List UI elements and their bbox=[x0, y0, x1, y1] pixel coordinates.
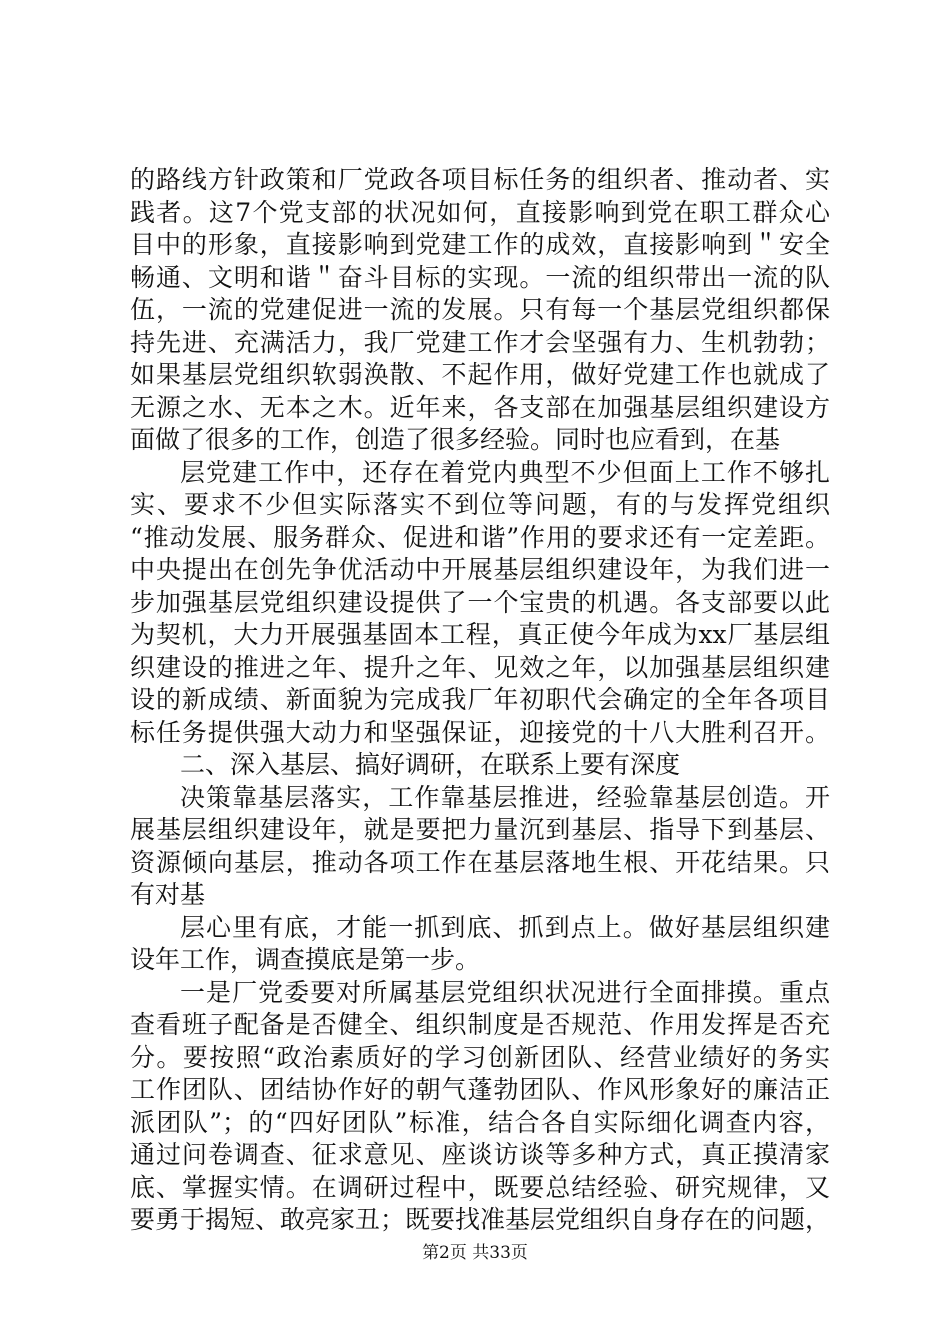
text-line: 通过问卷调查、征求意见、座谈访谈等多种方式，真正摸清家 bbox=[130, 1140, 830, 1169]
text-line: 派团队”；的“四好团队”标准，结合各自实际细化调查内容， bbox=[130, 1107, 830, 1137]
text-line: 有对基 bbox=[130, 880, 206, 909]
text-line: 分。要按照“政治素质好的学习创新团队、经营业绩好的务实 bbox=[130, 1042, 830, 1072]
text-line: “推动发展、服务群众、促进和谐”作用的要求还有一定差距。 bbox=[130, 522, 830, 552]
text-line: 标任务提供强大动力和坚强保证，迎接党的十八大胜利召开。 bbox=[130, 717, 830, 747]
text-line: 面做了很多的工作，创造了很多经验。同时也应看到，在基 bbox=[130, 425, 781, 454]
text-line: 实、要求不少但实际落实不到位等问题，有的与发挥党组织 bbox=[130, 490, 830, 519]
text-line: 的路线方针政策和厂党政各项目标任务的组织者、推动者、实 bbox=[130, 165, 830, 194]
page-footer: 第2页 共33页 bbox=[422, 1243, 528, 1263]
text-line: 织建设的推进之年、提升之年、见效之年，以加强基层组织建 bbox=[130, 652, 830, 682]
text-line: 要勇于揭短、敢亮家丑；既要找准基层党组织自身存在的问题， bbox=[130, 1205, 831, 1234]
text-line: 层党建工作中，还存在着党内典型不少但面上工作不够扎 bbox=[180, 457, 830, 487]
text-line: 底、掌握实情。在调研过程中，既要总结经验、研究规律，又 bbox=[130, 1172, 830, 1202]
text-line: 层心里有底，才能一抓到底、抓到点上。做好基层组织建 bbox=[180, 912, 830, 942]
text-line: 为契机，大力开展强基固本工程，真正使今年成为xx厂基层组 bbox=[130, 620, 830, 649]
text-line: 资源倾向基层，推动各项工作在基层落地生根、开花结果。只 bbox=[130, 847, 830, 877]
text-line: 决策靠基层落实，工作靠基层推进，经验靠基层创造。开 bbox=[180, 782, 830, 812]
document-body bbox=[130, 164, 830, 1237]
text-line: 步加强基层党组织建设提供了一个宝贵的机遇。各支部要以此 bbox=[130, 587, 830, 617]
text-line: 中央提出在创先争优活动中开展基层组织建设年，为我们进一 bbox=[130, 555, 830, 584]
text-line: 二、深入基层、搞好调研，在联系上要有深度 bbox=[180, 750, 681, 779]
text-line: 畅通、文明和谐＂奋斗目标的实现。一流的组织带出一流的队 bbox=[130, 262, 830, 292]
text-line: 设年工作，调查摸底是第一步。 bbox=[130, 945, 481, 974]
text-line: 一是厂党委要对所属基层党组织状况进行全面排摸。重点 bbox=[180, 977, 830, 1007]
text-line: 查看班子配备是否健全、组织制度是否规范、作用发挥是否充 bbox=[130, 1010, 830, 1039]
text-line: 工作团队、团结协作好的朝气蓬勃团队、作风形象好的廉洁正 bbox=[130, 1075, 830, 1104]
text-line: 践者。这7个党支部的状况如何，直接影响到党在职工群众心 bbox=[130, 197, 830, 227]
text-line: 展基层组织建设年，就是要把力量沉到基层、指导下到基层、 bbox=[130, 815, 830, 844]
text-line: 伍，一流的党建促进一流的发展。只有每一个基层党组织都保 bbox=[130, 295, 830, 324]
text-line: 如果基层党组织软弱涣散、不起作用，做好党建工作也就成了 bbox=[130, 360, 830, 389]
text-line: 无源之水、无本之木。近年来，各支部在加强基层组织建设方 bbox=[130, 392, 830, 422]
text-line: 设的新成绩、新面貌为完成我厂年初职代会确定的全年各项目 bbox=[130, 685, 830, 714]
text-line: 持先进、充满活力，我厂党建工作才会坚强有力、生机勃勃； bbox=[130, 327, 830, 357]
text-line: 目中的形象，直接影响到党建工作的成效，直接影响到＂安全 bbox=[130, 230, 830, 259]
